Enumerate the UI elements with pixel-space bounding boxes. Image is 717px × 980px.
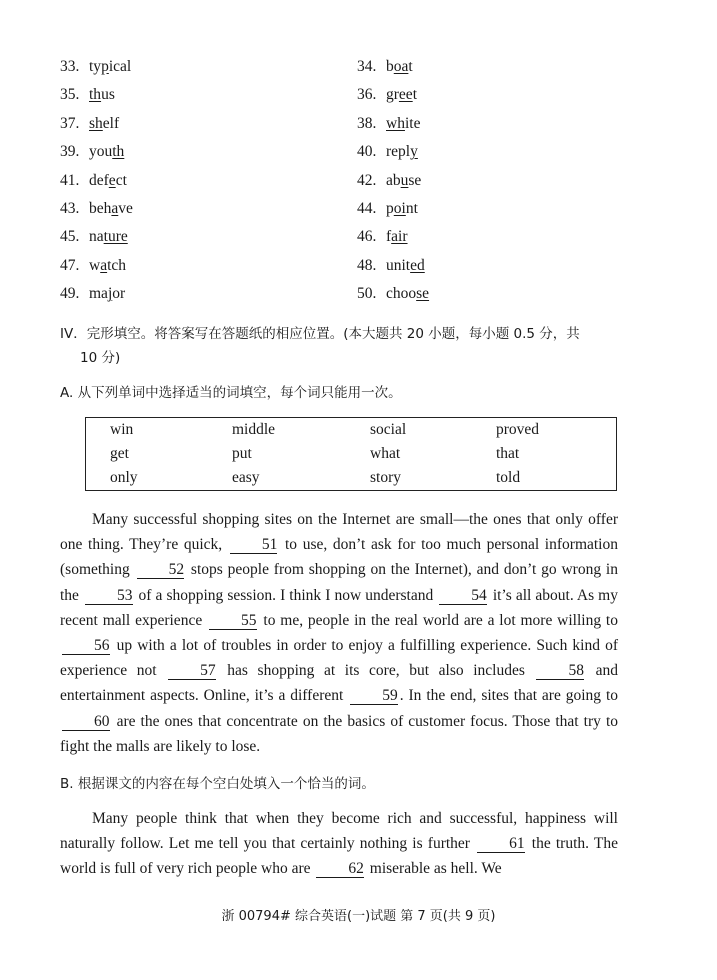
- passage-text: to me, people in the real world are a lot more willing to: [258, 611, 618, 629]
- vocab-word-part: f: [386, 228, 392, 246]
- passage-text: the truth. The world is full of very rich people who are: [60, 835, 618, 878]
- vocab-word-part: w: [89, 256, 101, 274]
- word-bank-cell: told: [496, 469, 521, 486]
- vocab-number: 40.: [357, 143, 377, 161]
- passage-text: and entertainment aspects. Online, it’s a different: [60, 662, 618, 705]
- vocab-item: [60, 228, 128, 246]
- word-bank-cell: put: [232, 445, 252, 462]
- vocab-underlined-part: th: [112, 143, 125, 161]
- vocab-number: 36.: [357, 86, 377, 104]
- vocab-word-part: ty: [89, 58, 102, 75]
- vocab-item: [60, 172, 127, 190]
- vocab-number: 37.: [60, 114, 80, 132]
- vocab-word-part: repl: [386, 143, 411, 161]
- vocab-word-part: beh: [89, 200, 112, 217]
- vocab-underlined-part: oa: [393, 58, 409, 75]
- word-bank-table: [85, 417, 617, 491]
- vocab-word-part: gr: [386, 86, 399, 104]
- vocab-underlined-part: se: [416, 285, 430, 303]
- vocab-underlined-part: y: [410, 143, 418, 161]
- word-bank-row: [86, 466, 617, 491]
- blank-53: 53: [85, 588, 133, 605]
- blank-56: 56: [62, 638, 110, 655]
- vocab-underlined-part: u: [400, 171, 409, 189]
- word-bank-row: [86, 418, 617, 443]
- vocab-underlined-part: air: [391, 228, 408, 246]
- vocab-item: [60, 143, 124, 161]
- vocab-word-part: t: [408, 58, 413, 75]
- vocab-word-part: t: [412, 86, 417, 104]
- blank-51: 51: [230, 537, 278, 554]
- word-bank-cell: that: [496, 445, 520, 462]
- vocab-item: [357, 228, 408, 246]
- passage-text: miserable as hell. We: [365, 860, 502, 878]
- vocab-item: [60, 86, 115, 104]
- vocab-number: 33.: [60, 58, 80, 75]
- vocab-word-part: ite: [404, 114, 421, 132]
- vocab-underlined-part: th: [89, 86, 102, 104]
- word-bank-cell: get: [110, 445, 129, 462]
- word-bank-cell: easy: [232, 469, 260, 486]
- page-footer: 浙 00794# 综合英语(一)试题 第 7 页(共 9 页): [221, 909, 496, 924]
- word-bank-row: [86, 442, 617, 466]
- vocab-item: [357, 58, 413, 76]
- vocab-word-part: ma: [89, 285, 108, 303]
- vocab-number: 42.: [357, 171, 377, 189]
- vocab-item: [60, 115, 119, 133]
- vocab-number: 34.: [357, 58, 377, 75]
- vocab-item: [60, 257, 126, 275]
- passage-text: are the ones that concentrate on the basics of customer focus. Those that try to fight the malls are likely to lose.: [60, 712, 618, 755]
- vocab-underlined-part: a: [111, 200, 119, 217]
- blank-62: 62: [316, 861, 364, 878]
- section-iv-line1: IV．完形填空。将答案写在答题纸的相应位置。(本大题共 20 小题，每小题 0.5 分，共: [60, 326, 580, 342]
- vocab-number: 43.: [60, 200, 80, 217]
- blank-54: 54: [439, 588, 487, 605]
- vocab-number: 44.: [357, 200, 377, 217]
- word-bank-cell: only: [110, 469, 138, 486]
- vocab-underlined-part: j: [107, 285, 113, 303]
- vocab-word-part: ve: [118, 200, 133, 217]
- vocab-underlined-part: ture: [103, 228, 128, 246]
- vocab-number: 41.: [60, 171, 80, 189]
- vocab-word-part: unit: [386, 256, 411, 274]
- passage-text: Many people think that when they become rich and successful, happiness will naturally follow. Let me tell you that certainly nothing is further: [60, 810, 618, 853]
- word-bank-cell: story: [370, 469, 401, 486]
- vocab-underlined-part: oi: [393, 200, 406, 217]
- vocab-word-part: p: [386, 200, 394, 217]
- word-bank-cell: proved: [496, 421, 540, 438]
- vocab-number: 45.: [60, 228, 80, 246]
- vocab-underlined-part: wh: [386, 114, 405, 132]
- section-b-instruction: B. 根据课文的内容在每个空白处填入一个恰当的词。: [60, 776, 375, 792]
- passage-text: of a shopping session. I think I now understand: [134, 586, 438, 604]
- vocab-underlined-part: ee: [398, 86, 413, 104]
- blank-55: 55: [209, 613, 257, 630]
- word-bank-cell: win: [110, 421, 134, 438]
- vocab-underlined-part: sh: [89, 114, 103, 132]
- blank-52: 52: [137, 562, 185, 579]
- blank-58: 58: [536, 663, 584, 680]
- vocab-number: 35.: [60, 86, 80, 104]
- blank-57: 57: [168, 663, 216, 680]
- vocab-word-part: us: [101, 86, 115, 104]
- vocab-word-part: na: [89, 228, 104, 246]
- vocab-number: 38.: [357, 114, 377, 132]
- vocab-item: [357, 200, 418, 218]
- passage-text: . In the end, sites that are going to: [399, 687, 618, 705]
- vocab-word-part: ab: [386, 171, 401, 189]
- vocab-item: [357, 285, 429, 303]
- vocab-word-part: ct: [115, 171, 127, 189]
- word-bank-cell: what: [370, 445, 401, 462]
- vocab-underlined-part: ed: [410, 256, 425, 274]
- passage-text: Many successful shopping sites on the Internet are small—the ones that only offer one thing. They’re quick,: [60, 511, 618, 554]
- blank-61: 61: [477, 836, 525, 853]
- vocab-item: [357, 172, 421, 190]
- vocab-number: 47.: [60, 256, 80, 274]
- passage-a: [60, 507, 618, 759]
- word-bank-cell: middle: [232, 421, 276, 438]
- vocab-underlined-part: a: [100, 256, 108, 274]
- passage-text: to use, don’t ask for too much personal information (something: [60, 536, 618, 579]
- vocab-word-part: b: [386, 58, 394, 75]
- vocab-word-part: tch: [107, 256, 127, 274]
- vocab-word-part: se: [408, 171, 422, 189]
- blank-59: 59: [350, 688, 398, 705]
- vocab-number: 49.: [60, 285, 80, 303]
- section-iv-heading: [60, 322, 580, 370]
- passage-text: stops people from shopping on the Internet), and don’t go wrong in the: [60, 561, 618, 604]
- vocab-word-part: nt: [405, 200, 418, 217]
- section-a-instruction: A. 从下列单词中选择适当的词填空，每个词只能用一次。: [60, 385, 402, 401]
- vocab-word-part: or: [112, 285, 126, 303]
- vocab-word-part: choo: [386, 285, 417, 303]
- vocab-number: 39.: [60, 143, 80, 161]
- vocab-word-part: elf: [102, 114, 120, 132]
- vocab-word-part: ical: [108, 58, 132, 75]
- passage-text: has shopping at its core, but also includes: [217, 662, 535, 680]
- vocab-number: 46.: [357, 228, 377, 246]
- vocab-underlined-part: e: [108, 171, 116, 189]
- passage-text: up with a lot of troubles in order to enjoy a fulfilling experience. Such kind of experience not: [60, 637, 618, 680]
- passage-text: it’s all about. As my recent mall experience: [60, 586, 618, 629]
- word-bank-cell: social: [370, 421, 407, 438]
- vocab-item: [357, 115, 420, 133]
- vocab-word-part: def: [89, 171, 109, 189]
- vocab-number: 48.: [357, 256, 377, 274]
- vocab-item: [60, 200, 133, 218]
- vocab-item: [357, 257, 425, 275]
- vocab-item: [357, 86, 417, 104]
- vocab-item: [60, 58, 131, 76]
- vocab-item: [60, 285, 125, 303]
- passage-b: [60, 806, 618, 882]
- vocab-underlined-part: p: [101, 58, 109, 75]
- blank-60: 60: [62, 714, 110, 731]
- vocab-number: 50.: [357, 285, 377, 303]
- vocab-word-part: you: [89, 143, 113, 161]
- vocab-item: [357, 143, 418, 161]
- section-iv-line2: 10 分): [80, 350, 121, 366]
